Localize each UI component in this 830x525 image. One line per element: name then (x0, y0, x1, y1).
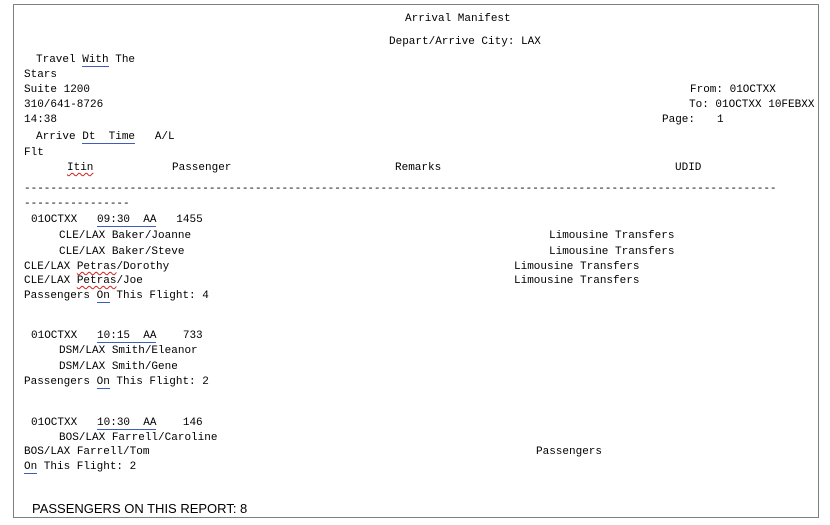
column-arrive: Arrive Dt Time A/L (36, 131, 175, 143)
passenger-remark: Limousine Transfers (549, 246, 675, 258)
page-number: 1 (717, 114, 724, 126)
report-title: Arrival Manifest (405, 13, 511, 25)
passenger-row: BOS/LAX Farrell/Tom (24, 446, 150, 458)
passenger-row: DSM/LAX Smith/Eleanor (59, 345, 198, 357)
divider-line-wrap: ---------------- (24, 198, 130, 210)
agency-name-line2: Stars (24, 69, 58, 81)
flight-passenger-count: On This Flight: 2 (24, 461, 137, 473)
report-time: 14:38 (24, 114, 58, 126)
passenger-remark: Limousine Transfers (514, 275, 640, 287)
flight-header: 01OCTXX 09:30 AA 1455 (31, 214, 203, 226)
passenger-row: DSM/LAX Smith/Gene (59, 361, 178, 373)
divider-line: ------------------------------------------------------------------------------------------------------------------ (24, 183, 777, 195)
passenger-remark: Limousine Transfers (549, 230, 675, 242)
date-to: To: 01OCTXX 10FEBXX (689, 99, 815, 111)
column-flt: Flt (24, 147, 44, 159)
page-label: Page: (662, 114, 696, 126)
passenger-row: CLE/LAX Baker/Steve (59, 246, 185, 258)
passenger-remark: Passengers (536, 446, 603, 458)
report-total: PASSENGERS ON THIS REPORT: 8 (32, 501, 248, 516)
report-subtitle: Depart/Arrive City: LAX (389, 36, 541, 48)
column-passenger: Passenger (172, 162, 232, 174)
agency-phone: 310/641-8726 (24, 99, 104, 111)
flight-header: 01OCTXX 10:15 AA 733 (31, 330, 203, 342)
flight-passenger-count: Passengers On This Flight: 4 (24, 290, 209, 302)
passenger-row: CLE/LAX Petras/Joe (24, 275, 143, 287)
passenger-row: CLE/LAX Baker/Joanne (59, 230, 192, 242)
passenger-remark: Limousine Transfers (514, 261, 640, 273)
column-udid: UDID (675, 162, 702, 174)
column-remarks: Remarks (395, 162, 442, 174)
passenger-row: BOS/LAX Farrell/Caroline (59, 432, 218, 444)
flight-header: 01OCTXX 10:30 AA 146 (31, 417, 203, 429)
passenger-row: CLE/LAX Petras/Dorothy (24, 261, 170, 273)
flight-passenger-count: Passengers On This Flight: 2 (24, 376, 209, 388)
agency-address: Suite 1200 (24, 84, 91, 96)
date-from: From: 01OCTXX (690, 84, 776, 96)
agency-name-line1: Travel With The (36, 54, 136, 66)
column-itin: Itin (67, 162, 94, 174)
